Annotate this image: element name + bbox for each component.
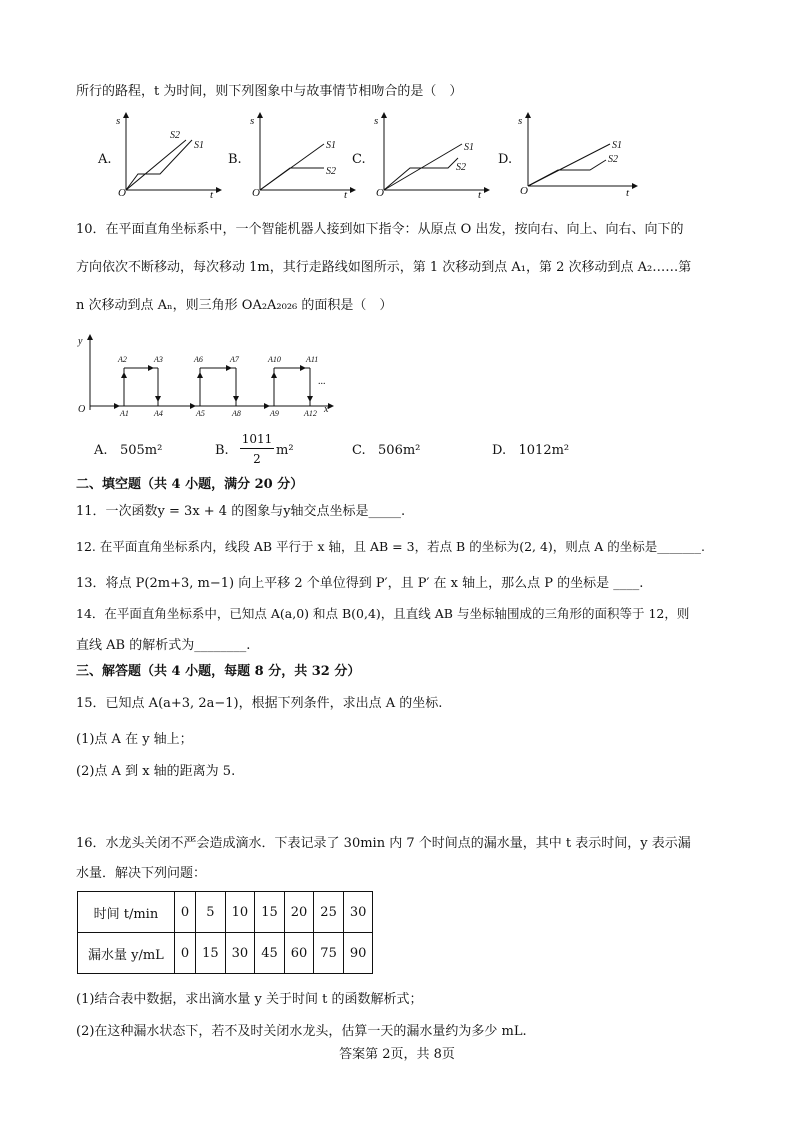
table-cell: 90 [343, 933, 373, 974]
q12-text: 12. 在平面直角坐标系内，线段 AB 平行于 x 轴，且 AB = 3，若点 B 的坐标为(2, 4)，则点 A 的坐标是_______. [76, 539, 706, 554]
table-cell: 20 [284, 892, 314, 933]
q9-d-s1: S1 [612, 140, 622, 151]
table-cell: 0 [174, 892, 195, 933]
q9-option-b-label: B. [228, 152, 242, 167]
q10-label-a9: A9 [270, 409, 279, 418]
q9-option-a-label: A. [98, 152, 112, 167]
q9-d-axis-t: t [626, 187, 630, 198]
q10-label-a6: A6 [194, 355, 203, 364]
table-cell: 75 [314, 933, 344, 974]
table-header-leak: 漏水量 y/mL [78, 933, 175, 974]
q10-line3: n 次移动到点 Aₙ，则三角形 OA₂A₂₀₂₆ 的面积是（ ） [76, 298, 393, 313]
q9-graph-c [370, 110, 490, 198]
q10-option-c-label: C. [352, 443, 366, 458]
q9-a-axis-s: s [116, 115, 121, 127]
q9-a-s1: S1 [194, 140, 204, 151]
table-cell: 30 [343, 892, 373, 933]
q10-label-a2: A2 [118, 355, 127, 364]
q9-d-s2: S2 [608, 154, 618, 165]
q14-line1: 14．在平面直角坐标系中，已知点 A(a,0) 和点 B(0,4)，且直线 AB 与坐标轴围成的三角形的面积等于 12，则 [76, 606, 690, 621]
q10-ellipsis: ... [318, 376, 326, 387]
q10-option-d-value: 1012m² [518, 443, 570, 458]
q14-line2: 直线 AB 的解析式为________. [76, 638, 251, 653]
table-cell: 60 [284, 933, 314, 974]
table-row [78, 933, 373, 974]
table-cell: 5 [196, 892, 226, 933]
table-cell: 15 [255, 892, 285, 933]
q10-line1: 10．在平面直角坐标系中，一个智能机器人接到如下指令：从原点 O 出发，按向右、向上、向右、向下的 [76, 222, 684, 237]
q15-part1: (1)点 A 在 y 轴上； [76, 732, 193, 747]
q10-axis-x: x [324, 404, 329, 415]
q9-b-s2: S2 [326, 166, 336, 177]
table-cell: 0 [174, 933, 195, 974]
q9-c-origin: O [376, 187, 384, 198]
q10-label-a3: A3 [154, 355, 163, 364]
q15-text: 15．已知点 A(a+3, 2a−1)，根据下列条件，求出点 A 的坐标. [76, 696, 443, 711]
q9-c-axis-t: t [478, 189, 482, 198]
q10-option-b-unit: m² [276, 443, 294, 458]
table-row [78, 892, 373, 933]
q16-part1: (1)结合表中数据，求出滴水量 y 关于时间 t 的函数解析式； [76, 992, 423, 1007]
q9-a-origin: O [118, 187, 126, 198]
q11-text: 11．一次函数y = 3x + 4 的图象与y轴交点坐标是_____. [76, 504, 406, 519]
page-footer: 答案第 2页，共 8页 [339, 1047, 455, 1062]
q9-option-c-label: C. [352, 152, 366, 167]
q10-option-b-fraction-bar [240, 448, 274, 449]
q10-label-a10: A10 [268, 355, 281, 364]
table-header-time: 时间 t/min [78, 892, 175, 933]
q9-option-d-label: D. [498, 152, 513, 167]
q9-b-s1: S1 [326, 140, 336, 151]
q9-b-origin: O [252, 187, 260, 198]
q16-line1: 16．水龙头关闭不严会造成滴水．下表记录了 30min 内 7 个时间点的漏水量，其中 t 表示时间，y 表示漏 [76, 836, 691, 851]
q10-option-d-label: D. [492, 443, 507, 458]
q10-label-a12: A12 [304, 409, 317, 418]
q13-text: 13．将点 P(2m+3, m−1) 向上平移 2 个单位得到 P′，且 P′ 在 x 轴上，那么点 P 的坐标是 ____. [76, 576, 644, 591]
table-cell: 45 [255, 933, 285, 974]
table-cell: 15 [196, 933, 226, 974]
q9-b-axis-t: t [344, 189, 348, 198]
q15-part2: (2)点 A 到 x 轴的距离为 5. [76, 764, 236, 779]
q10-option-c [352, 443, 420, 458]
q10-label-a7: A7 [230, 355, 239, 364]
q10-label-a11: A11 [306, 355, 319, 364]
q10-option-b-num: 1011 [241, 432, 273, 446]
q10-label-a4: A4 [154, 409, 163, 418]
q9-d-origin: O [520, 185, 528, 197]
q10-label-a1: A1 [120, 409, 129, 418]
q16-line2: 水量．解决下列问题： [76, 866, 207, 881]
q9-graph-b [246, 110, 356, 198]
q9-text: 所行的路程，t 为时间，则下列图象中与故事情节相吻合的是（ ） [76, 84, 463, 99]
q10-label-a8: A8 [232, 409, 241, 418]
q10-option-a [94, 443, 162, 458]
q16-part2: (2)在这种漏水状态下，若不及时关闭水龙头，估算一天的漏水量约为多少 mL. [76, 1024, 527, 1039]
q10-option-c-value: 506m² [378, 443, 421, 458]
q9-d-axis-s: s [518, 115, 523, 127]
q10-option-d [492, 443, 569, 458]
q10-option-a-label: A. [94, 443, 108, 458]
q10-robot-path-figure [70, 330, 342, 420]
q9-a-axis-t: t [210, 189, 214, 198]
q9-c-s2: S2 [456, 162, 466, 173]
q10-axis-y: y [78, 336, 83, 347]
q10-option-b-den: 2 [253, 452, 261, 466]
leak-table [77, 891, 373, 974]
table-cell: 30 [225, 933, 255, 974]
q9-b-axis-s: s [250, 115, 255, 127]
q9-a-s2: S2 [170, 130, 180, 141]
q10-label-a5: A5 [196, 409, 205, 418]
q9-graph-d [514, 110, 638, 198]
table-cell: 10 [225, 892, 255, 933]
q10-line2: 方向依次不断移动，每次移动 1m，其行走路线如图所示，第 1 次移动到点 A₁，第 2 次移动到点 A₂……第 [76, 260, 692, 275]
q10-origin: O [78, 404, 86, 415]
q10-option-b-label: B. [215, 443, 229, 458]
q9-c-axis-s: s [374, 115, 379, 127]
section-3-heading: 三、解答题（共 4 小题，每题 8 分，共 32 分） [76, 664, 361, 679]
section-2-heading: 二、填空题（共 4 小题，满分 20 分） [76, 477, 304, 492]
q9-c-s1: S1 [464, 142, 474, 153]
table-cell: 25 [314, 892, 344, 933]
q9-graph-a [112, 110, 222, 198]
q10-option-a-value: 505m² [119, 443, 163, 458]
